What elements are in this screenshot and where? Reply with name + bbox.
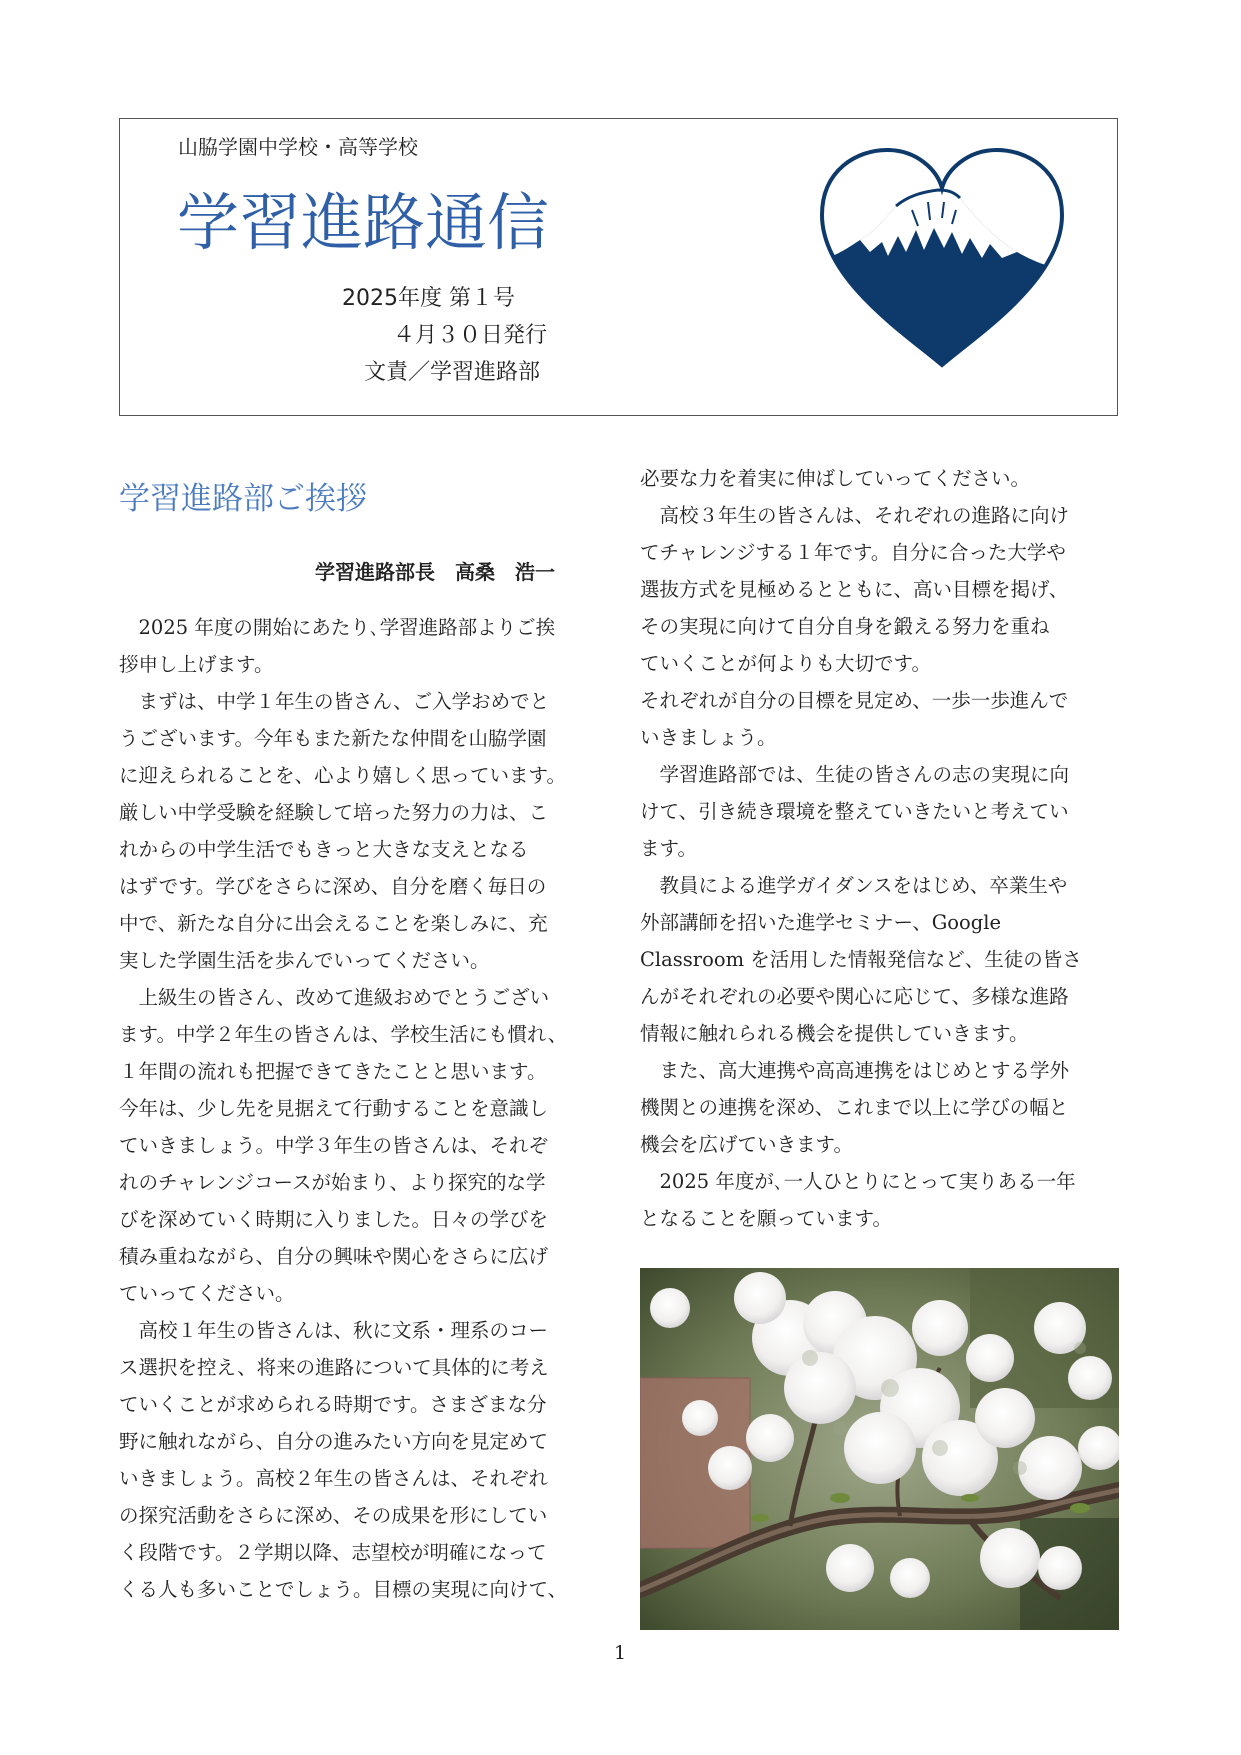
body-line: ます。中学２年生の皆さんは、学校生活にも慣れ、 [119, 1023, 568, 1046]
heart-mount-fuji-icon [812, 140, 1072, 385]
body-line: 上級生の皆さん、改めて進級おめでとうござい [119, 986, 550, 1009]
school-name: 山脇学園中学校・高等学校 [178, 135, 418, 159]
body-line: 学習進路部では、生徒の皆さんの志の実現に向 [640, 763, 1070, 786]
body-line: ていくことが何よりも大切です。 [640, 652, 931, 675]
body-line: 情報に触れられる機会を提供していきます。 [640, 1022, 1029, 1045]
body-line: く段階です。２学期以降、志望校が明確になって [119, 1541, 547, 1564]
section-heading: 学習進路部ご挨拶 [119, 481, 367, 517]
body-line: Classroom を活用した情報発信など、生徒の皆さ [640, 948, 1082, 971]
body-line: びを深めていく時期に入りました。日々の学びを [119, 1208, 549, 1231]
body-line: 2025 年度が､一人ひとりにとって実りある一年 [640, 1170, 1076, 1193]
body-line: 機会を広げていきます。 [640, 1133, 853, 1156]
body-line: いきましょう。 [640, 726, 777, 749]
body-line: くる人も多いことでしょう。目標の実現に向けて、 [119, 1578, 568, 1601]
body-line: ます。 [640, 837, 697, 860]
editor-credit: 文責／学習進路部 [364, 360, 541, 385]
body-line: 教員による進学ガイダンスをはじめ、卒業生や [640, 874, 1068, 897]
body-line: 必要な力を着実に伸ばしていってください。 [640, 467, 1031, 490]
body-line: その実現に向けて自分自身を鍛える努力を重ね [640, 615, 1050, 638]
body-line: まずは、中学１年生の皆さん、ご入学おめでと [119, 690, 550, 713]
body-line: となることを願っています。 [640, 1207, 892, 1230]
body-line: 外部講師を招いた進学セミナー、Google [640, 911, 1002, 934]
left-column-body [119, 609, 601, 1608]
body-line: いきましょう。高校２年生の皆さんは、それぞれ [119, 1467, 549, 1490]
body-line: 拶申し上げます。 [119, 653, 274, 676]
body-line: うございます。今年もまた新たな仲間を山脇学園 [119, 727, 547, 750]
right-column-body [640, 460, 1120, 1237]
body-line: 高校１年生の皆さんは、秋に文系・理系のコー [119, 1319, 549, 1342]
body-line: れのチャレンジコースが始まり、より探究的な学 [119, 1171, 546, 1194]
body-line: けて、引き続き環境を整えていきたいと考えてい [640, 800, 1069, 823]
body-line: の探究活動をさらに深め、その成果を形にしてい [119, 1504, 548, 1527]
body-line: それぞれが自分の目標を見定め、一歩一歩進んで [640, 689, 1069, 712]
body-line: に迎えられることを、心より嬉しく思っています。 [119, 764, 566, 787]
body-line: はずです。学びをさらに深め、自分を磨く毎日の [119, 875, 547, 898]
newsletter-title: 学習進路通信 [177, 186, 550, 259]
author-name: 学習進路部長 高桑 浩一 [315, 560, 555, 584]
body-line: １年間の流れも把握できてきたことと思います。 [119, 1060, 547, 1083]
body-line: また、高大連携や高高連携をはじめとする学外 [640, 1059, 1070, 1082]
body-line: ス選択を控え、将来の進路について具体的に考え [119, 1356, 549, 1379]
cherry-blossom-photo [640, 1268, 1119, 1630]
body-line: 今年は、少し先を見据えて行動することを意識し [119, 1097, 549, 1120]
body-line: ていってください。 [119, 1282, 295, 1305]
body-line: 野に触れながら、自分の進みたい方向を見定めて [119, 1430, 549, 1453]
body-line: ていくことが求められる時期です。さまざまな分 [119, 1393, 547, 1416]
body-line: 高校３年生の皆さんは、それぞれの進路に向け [640, 504, 1070, 527]
body-line: 厳しい中学受験を経験して培った努力の力は、こ [119, 801, 549, 824]
page-number: 1 [613, 1642, 627, 1664]
body-line: 実した学園生活を歩んでいってください。 [119, 949, 490, 972]
body-line: れからの中学生活でもきっと大きな支えとなる [119, 838, 529, 861]
body-line: 2025 年度の開始にあたり､学習進路部よりご挨 [119, 616, 556, 639]
body-line: 選抜方式を見極めるとともに、高い目標を掲げ、 [640, 578, 1069, 601]
issue-number: 2025年度 第１号 [342, 286, 515, 311]
body-line: 中で、新たな自分に出会えることを楽しみに、充 [119, 912, 548, 935]
body-line: てチャレンジする１年です。自分に合った大学や [640, 541, 1066, 564]
issue-date: ４月３０日発行 [393, 323, 548, 348]
body-line: ていきましょう。中学３年生の皆さんは、それぞ [119, 1134, 549, 1157]
body-line: んがそれぞれの必要や関心に応じて、多様な進路 [640, 985, 1069, 1008]
body-line: 積み重ねながら、自分の興味や関心をさらに広げ [119, 1245, 549, 1268]
body-line: 機関との連携を深め、これまで以上に学びの幅と [640, 1096, 1069, 1119]
